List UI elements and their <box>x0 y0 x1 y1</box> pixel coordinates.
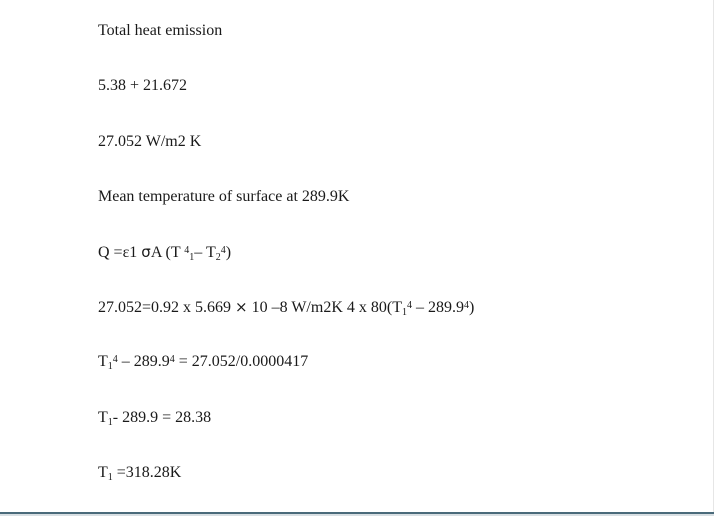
rearranged-t1-subscript: 1 <box>107 360 113 372</box>
result-subscript: 1 <box>107 471 113 483</box>
formula-t1-subscript: 1 <box>189 251 195 263</box>
substitution-rest: – 289.9 <box>411 299 464 316</box>
substitution-left: 27.052=0.92 x 5.669 <box>98 299 236 316</box>
formula-t2-exponent: 4 <box>220 244 226 256</box>
formula-t2-subscript: 2 <box>215 251 221 263</box>
times-symbol: × <box>235 298 248 316</box>
rearranged-equation <box>98 352 308 372</box>
difference-rest: - 289.9 = 28.38 <box>112 409 212 426</box>
rearranged-t1-exponent: 4 <box>112 353 118 365</box>
formula-close: ) <box>225 244 232 261</box>
formula-area: A (T <box>150 244 185 261</box>
formula-t1-exponent: 4 <box>184 244 190 256</box>
total-heat-heading: Total heat emission <box>98 22 223 39</box>
result-value: =318.28K <box>112 464 182 481</box>
difference-subscript: 1 <box>107 416 113 428</box>
mean-temperature-line: Mean temperature of surface at 289.9K <box>98 188 350 205</box>
formula-lhs: Q =ε1 <box>98 244 142 261</box>
substitution-close: ) <box>468 299 475 316</box>
result-line <box>98 463 181 483</box>
formula-minus-t: – T <box>194 244 216 261</box>
radiation-formula <box>98 242 231 263</box>
rearranged-rest: = 27.052/0.0000417 <box>174 353 309 370</box>
substitution-mid: 10 –8 W/m2K 4 x 80(T <box>247 299 402 316</box>
rearranged-t: T <box>98 353 108 370</box>
sigma-symbol: σ <box>141 243 151 261</box>
rearranged-exponent: 4 <box>169 353 175 365</box>
result-t: T <box>98 464 108 481</box>
substitution-t1-exponent: 4 <box>406 299 412 311</box>
difference-t: T <box>98 409 108 426</box>
substitution-t1-subscript: 1 <box>401 306 407 318</box>
rearranged-mid: – 289.9 <box>117 353 170 370</box>
total-heat-value: 27.052 W/m2 K <box>98 133 202 150</box>
sum-expression: 5.38 + 21.672 <box>98 77 188 94</box>
difference-line <box>98 408 211 428</box>
substitution-line <box>98 297 474 318</box>
document-body <box>98 0 698 500</box>
substitution-exponent: 4 <box>463 299 469 311</box>
